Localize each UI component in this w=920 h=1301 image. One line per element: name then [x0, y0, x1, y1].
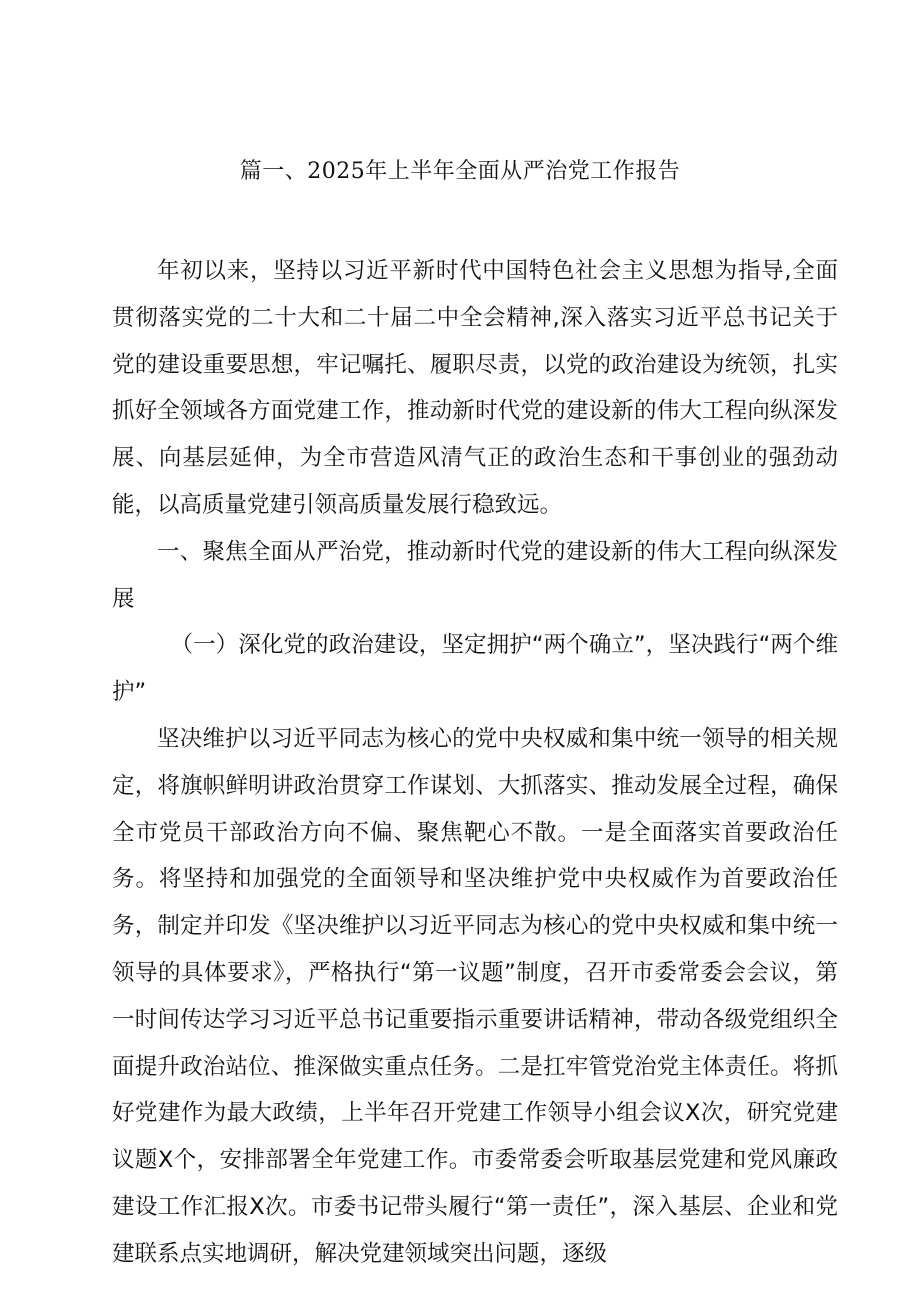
body-paragraph: 坚决维护以习近平同志为核心的党中央权威和集中统一领导的相关规定，将旗帜鲜明讲政治贯穿工作谋划、大抓落实、推动发展全过程，确保全市党员干部政治方向不偏、聚焦靶心不散。一是全面落实首要政治任务。将坚持和加强党的全面领导和坚决维护党中央权威作为首要政治任务，制定并印发《坚决维护以习近平同志为核心的党中央权威和集中统一领导的具体要求》，严格执行“第一议题”制度，召开市委常委会会议，第一时间传达学习习近平总书记重要指示重要讲话精神，带动各级党组织全面提升政治站位、推深做实重点任务。二是扛牢管党治党主体责任。将抓好党建作为最大政绩，上半年召开党建工作领导小组会议X次，研究党建议题X个，安排部署全年党建工作。市委常委会听取基层党建和党风廉政建设工作汇报X次。市委书记带头履行“第一责任”，深入基层、企业和党建联系点实地调研，解决党建领域突出问题，逐级 [112, 725, 838, 1267]
document-title: 篇一、2025年上半年全面从严治党工作报告 [239, 159, 681, 184]
intro-paragraph: 年初以来，坚持以习近平新时代中国特色社会主义思想为指导,全面贯彻落实党的二十大和二十届二中全会精神,深入落实习近平总书记关于党的建设重要思想，牢记嘱托、履职尽责，以党的政治建设为统领，扎实抓好全领域各方面党建工作，推动新时代党的建设新的伟大工程向纵深发展、向基层延伸，为全市营造风清气正的政治生态和干事创业的强劲动能，以高质量党建引领高质量发展行稳致远。 [112, 258, 838, 518]
section-heading: 一、聚焦全面从严治党，推动新时代党的建设新的伟大工程向纵深发展 [112, 538, 838, 612]
subsection-heading: （一）深化党的政治建设，坚定拥护“两个确立”，坚决践行“两个维护” [112, 632, 838, 706]
document-body [112, 248, 838, 1278]
